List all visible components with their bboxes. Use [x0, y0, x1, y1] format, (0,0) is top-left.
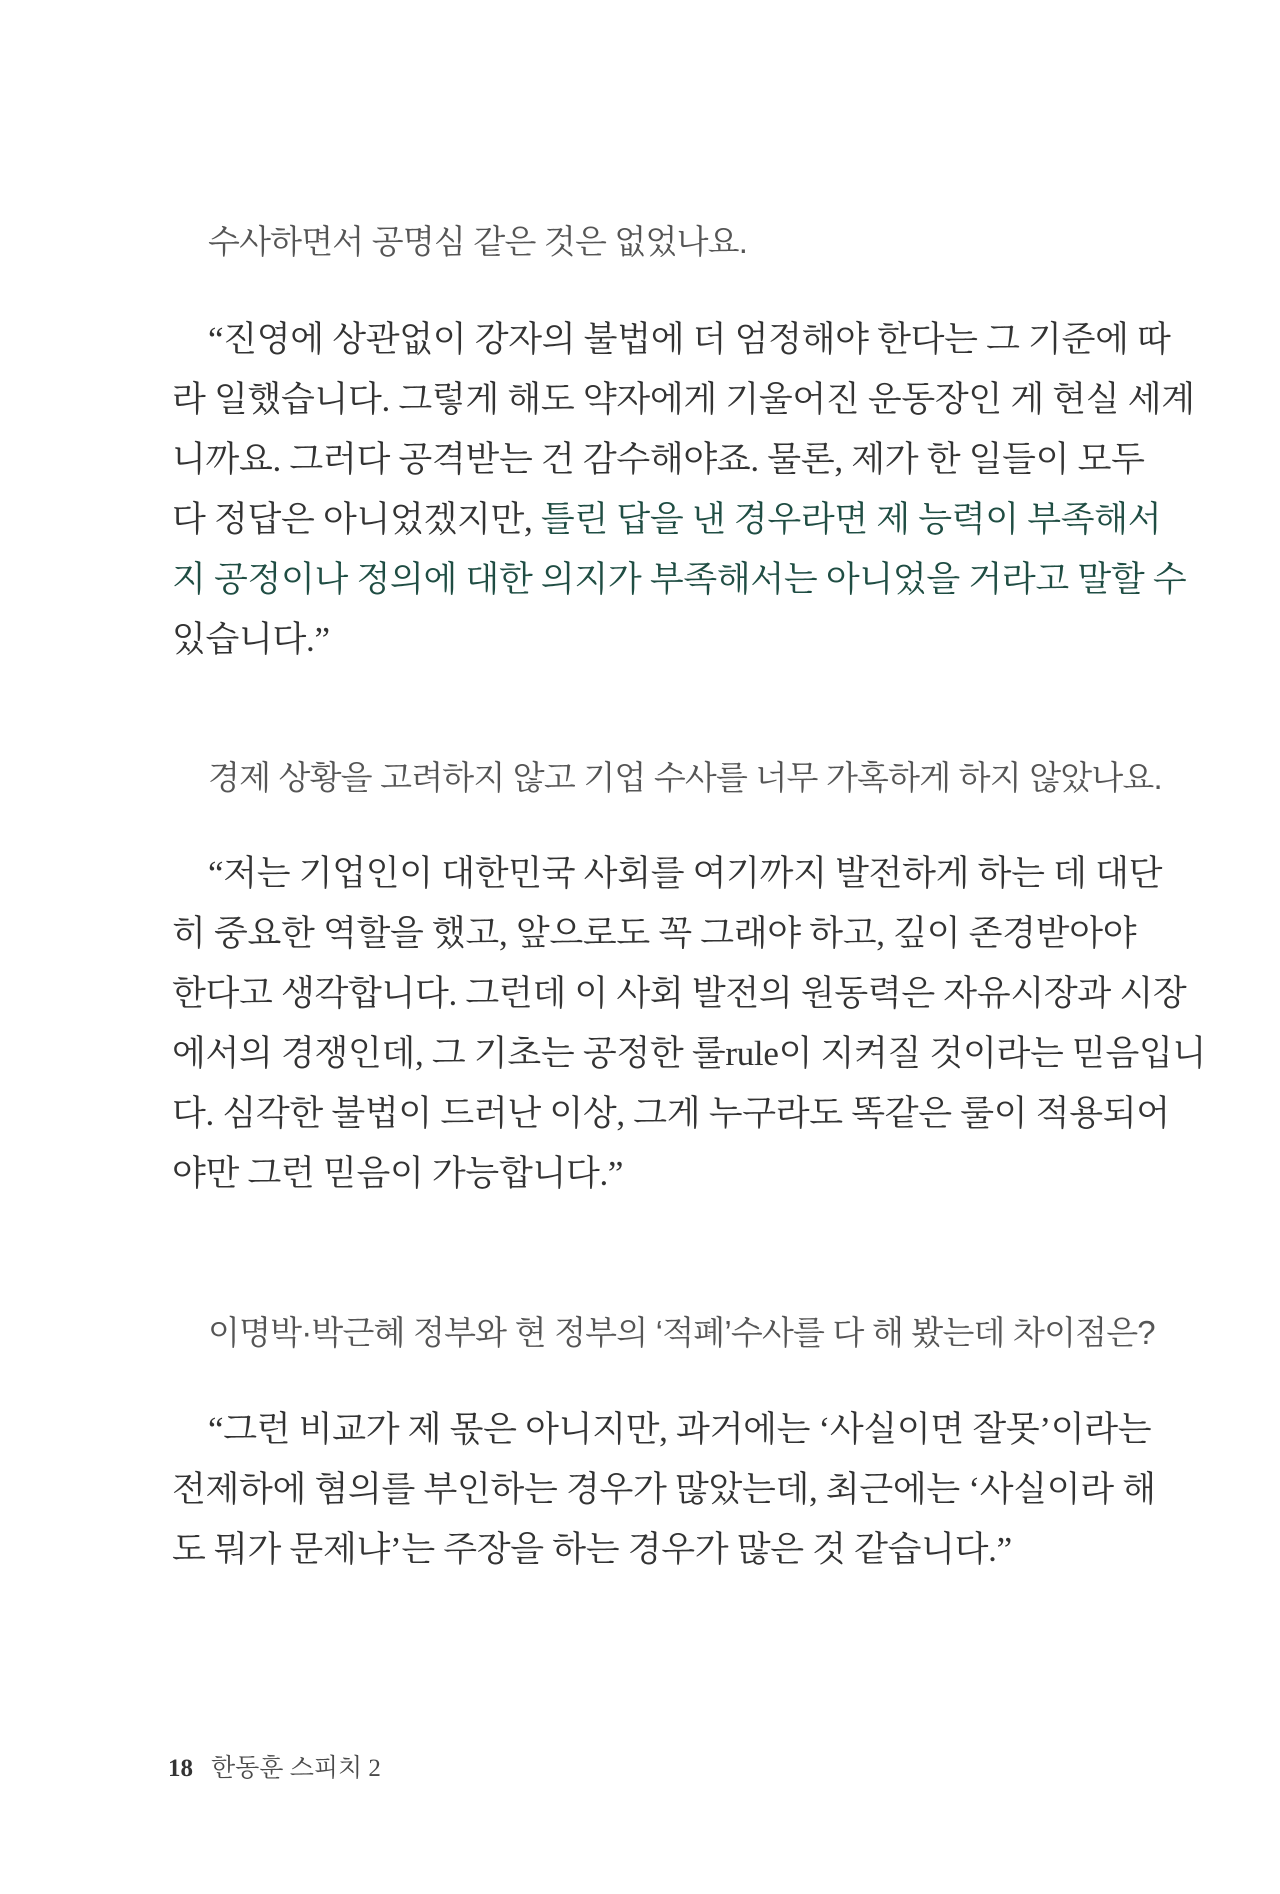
interview-answer	[172, 310, 1195, 670]
interview-question: 이명박·박근혜 정부와 현 정부의 ‘적폐’수사를 다 해 봤는데 차이점은?	[208, 1314, 1155, 1351]
answer-line: 야만 그런 믿음이 가능합니다.”	[172, 1154, 624, 1193]
answer-line: 도 뭐가 문제냐’는 주장을 하는 경우가 많은 것 같습니다.”	[172, 1530, 1012, 1569]
answer-line: 니까요. 그러다 공격받는 건 감수해야죠. 물론, 제가 한 일들이 모두	[172, 440, 1145, 479]
answer-line: “그런 비교가 제 몫은 아니지만, 과거에는 ‘사실이면 잘못’이라는	[208, 1410, 1152, 1449]
interview-answer	[172, 1400, 1156, 1580]
highlighted-line: 지 공정이나 정의에 대한 의지가 부족해서는 아니었을 거라고 말할 수	[172, 560, 1187, 599]
answer-line	[172, 490, 1162, 550]
answer-line: “진영에 상관없이 강자의 불법에 더 엄정해야 한다는 그 기준에 따	[208, 320, 1171, 359]
interview-answer	[172, 844, 1207, 1204]
answer-line: 한다고 생각합니다. 그런데 이 사회 발전의 원동력은 자유시장과 시장	[172, 974, 1187, 1013]
answer-line: 전제하에 혐의를 부인하는 경우가 많았는데, 최근에는 ‘사실이라 해	[172, 1470, 1156, 1509]
answer-line: 라 일했습니다. 그렇게 해도 약자에게 기울어진 운동장인 게 현실 세계	[172, 380, 1195, 419]
page-number: 18	[168, 1755, 193, 1782]
answer-line: 있습니다.”	[172, 620, 330, 659]
answer-line: 다. 심각한 불법이 드러난 이상, 그게 누구라도 똑같은 룰이 적용되어	[172, 1094, 1170, 1133]
answer-line: “저는 기업인이 대한민국 사회를 여기까지 발전하게 하는 데 대단	[208, 854, 1163, 893]
answer-line-text: 다 정답은 아니었겠지만,	[172, 500, 541, 539]
page-footer	[168, 1754, 381, 1784]
interview-question: 경제 상황을 고려하지 않고 기업 수사를 너무 가혹하게 하지 않았나요.	[208, 759, 1162, 796]
interview-question: 수사하면서 공명심 같은 것은 없었나요.	[208, 223, 748, 260]
highlighted-text: 틀린 답을 낸 경우라면 제 능력이 부족해서	[540, 500, 1162, 539]
book-title: 한동훈 스피치 2	[211, 1755, 381, 1782]
answer-line: 히 중요한 역할을 했고, 앞으로도 꼭 그래야 하고, 깊이 존경받아야	[172, 914, 1137, 953]
answer-line: 에서의 경쟁인데, 그 기초는 공정한 룰rule이 지켜질 것이라는 믿음입니	[172, 1034, 1207, 1073]
